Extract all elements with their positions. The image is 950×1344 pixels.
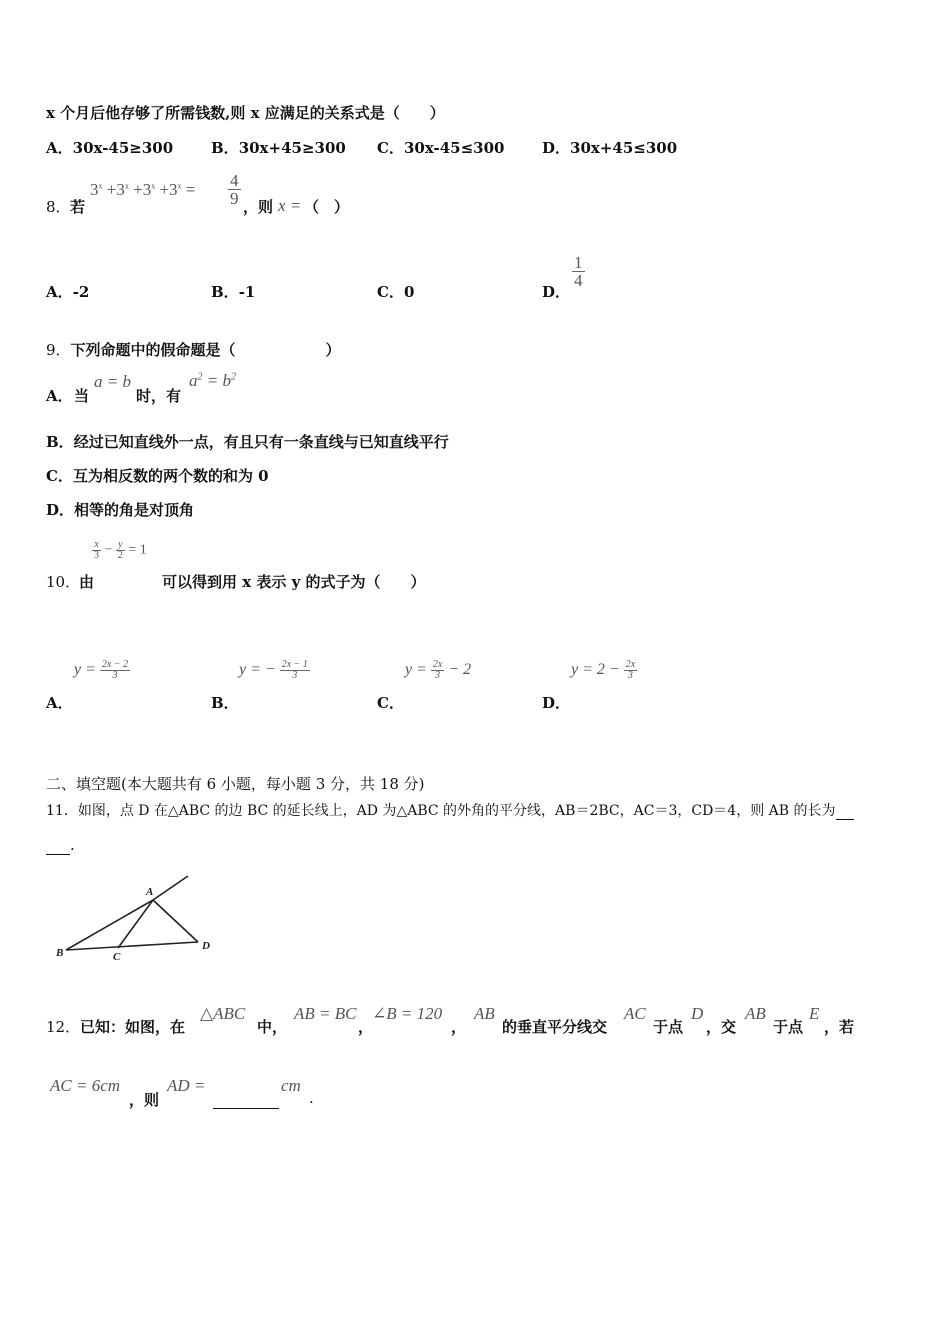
q8-ze: ，则 [243,198,274,216]
q9-option-a-shi: 时，有 [136,387,182,405]
q8-option-a [46,281,89,302]
q8-number: 8． [46,198,71,216]
q7-option-b [211,137,346,158]
q12-point-d: D [691,1004,704,1023]
q12-line1 [46,1004,906,1044]
q7-option-d [542,137,677,158]
q10-you: 由 [79,573,95,591]
q9-text: 下列命题中的假命题是（ ） [70,341,341,359]
q10-option-c-letter: C． [377,694,404,712]
section-2-title: 二、填空题(本大题共有 6 小题，每小题 3 分，共 18 分) [46,775,425,793]
q10-option-d-letter: D． [542,694,571,712]
q10-option-a-letter: A． [46,694,73,712]
q10-option-b-formula: y = − $\frac{2x - 1}{3}$ [239,659,308,681]
q8-option-d-fraction: $\frac{1}{4}$ [574,253,583,290]
q12-yudian-2: 于点 [773,1018,804,1036]
q8-option-a-letter: A． [46,283,73,301]
q8-option-c-text: 0 [403,283,415,301]
q11-segment-ac [118,900,153,948]
q9-option-d: D．相等的角是对顶角 [46,501,195,519]
q8-option-b-text: -1 [238,283,256,301]
q12-ac-6cm: AC = 6cm [50,1076,121,1095]
q12-period: . [309,1089,314,1107]
q9-option-a-conclusion: $a^2 = b^2$ [189,371,236,390]
q9-option-a-condition: a = b [94,372,131,391]
q8-option-c [377,281,414,302]
q12-cm: cm [281,1076,301,1095]
q11-line2: . [46,836,75,855]
q12-triangle: △ABC [200,1004,246,1023]
q12-ab: AB [474,1004,495,1023]
q11-label-b: B [56,947,64,959]
q9-option-a [46,370,346,404]
q9-option-a-dang: 当 [74,387,90,405]
q8-option-b-letter: B． [211,283,239,301]
q12-zhong: 中， [257,1018,288,1036]
q12-ruo: ，若 [824,1018,855,1036]
q7-option-b-text: 30x+45≥300 [238,139,346,157]
q7-option-b-letter: B． [211,139,239,157]
q10-option-a-formula: y = $\frac{2x - 2}{3}$ [74,659,129,681]
q8-fraction: $\frac{4}{9}$ [230,171,239,208]
q7-option-d-text: 30x+45≤300 [570,139,678,157]
q11-label-a: A [146,886,154,898]
q7-option-a-letter: A． [46,139,73,157]
q7-option-c [377,137,505,158]
q9-option-c: C．互为相反数的两个数的和为 0 [46,467,269,485]
q11-label-c: C [113,951,121,963]
q10-equation: $\frac{x}{3}$ − $\frac{y}{2}$ = 1 [94,539,147,561]
q8-paren: （ ） [304,198,350,216]
q12-angle-b: ∠B = 120 [372,1004,443,1023]
q12-answer-blank[interactable] [213,1090,279,1109]
q11-label-d: D [202,940,210,952]
q11-segment-bd [66,942,198,950]
q11-segment-ab [66,900,153,950]
q12-number: 12． [46,1018,81,1036]
q12-line2 [46,1076,446,1116]
q7-option-c-text: 30x-45≤300 [403,139,505,157]
q12-perp: 的垂直平分线交 [502,1018,608,1036]
q8-equation: $3^x +3^x +3^x +3^x$ = [90,180,196,199]
q12-ab-2: AB [745,1004,766,1023]
q12-ab-equals-bc: AB = BC [294,1004,357,1023]
q11-answer-blank-1[interactable] [836,803,854,820]
q11-answer-blank-2[interactable] [46,836,70,855]
q12-jiao: ，交 [706,1018,737,1036]
q8-option-c-letter: C． [377,283,404,301]
q12-ac: AC [624,1004,646,1023]
q8-ruo: 若 [70,198,86,216]
q11-segment-extension [153,876,188,900]
q7-option-c-letter: C． [377,139,404,157]
q12-ad-equals: AD = [167,1076,206,1095]
q8-x-equals: x = [278,196,302,215]
q9-option-b: B．经过已知直线外一点，有且只有一条直线与已知直线平行 [46,433,449,451]
q7-stem: x 个月后他存够了所需钱数,则 x 应满足的关系式是（ ） [46,104,445,122]
q9-option-a-letter: A． [46,387,73,405]
q9-stem [46,339,341,360]
q7-option-d-letter: D． [542,139,571,157]
q8-option-b [211,281,255,302]
q8-option-d-letter: D． [542,283,571,301]
q11-segment-ad [153,900,198,942]
q10-option-c-formula: y = $\frac{2x}{3}$ − 2 [405,659,472,681]
q10-option-b-letter: B． [211,694,239,712]
q9-number: 9． [46,341,71,359]
q7-option-a-text: 30x-45≥300 [72,139,174,157]
q12-known: 已知：如图，在 [80,1018,186,1036]
q8-option-a-text: -2 [72,283,90,301]
q12-ze: ，则 [129,1091,160,1109]
q12-comma-2: ， [451,1018,467,1036]
q10-stem: 可以得到用 x 表示 y 的式子为（ ） [162,573,426,591]
q12-comma-1: ， [358,1018,374,1036]
q10-number: 10． [46,573,81,591]
q11-stem: 11．如图，点 D 在△ABC 的边 BC 的延长线上，AD 为△ABC 的外角的平分线，AB＝2BC，AC＝3，CD＝4，则 AB 的长为 [46,800,854,820]
q12-yudian-1: 于点 [653,1018,684,1036]
q10-option-d-formula: y = 2 − $\frac{2x}{3}$ [571,659,636,681]
q7-option-a [46,137,173,158]
q11-figure [48,872,228,964]
q12-point-e: E [809,1004,820,1023]
